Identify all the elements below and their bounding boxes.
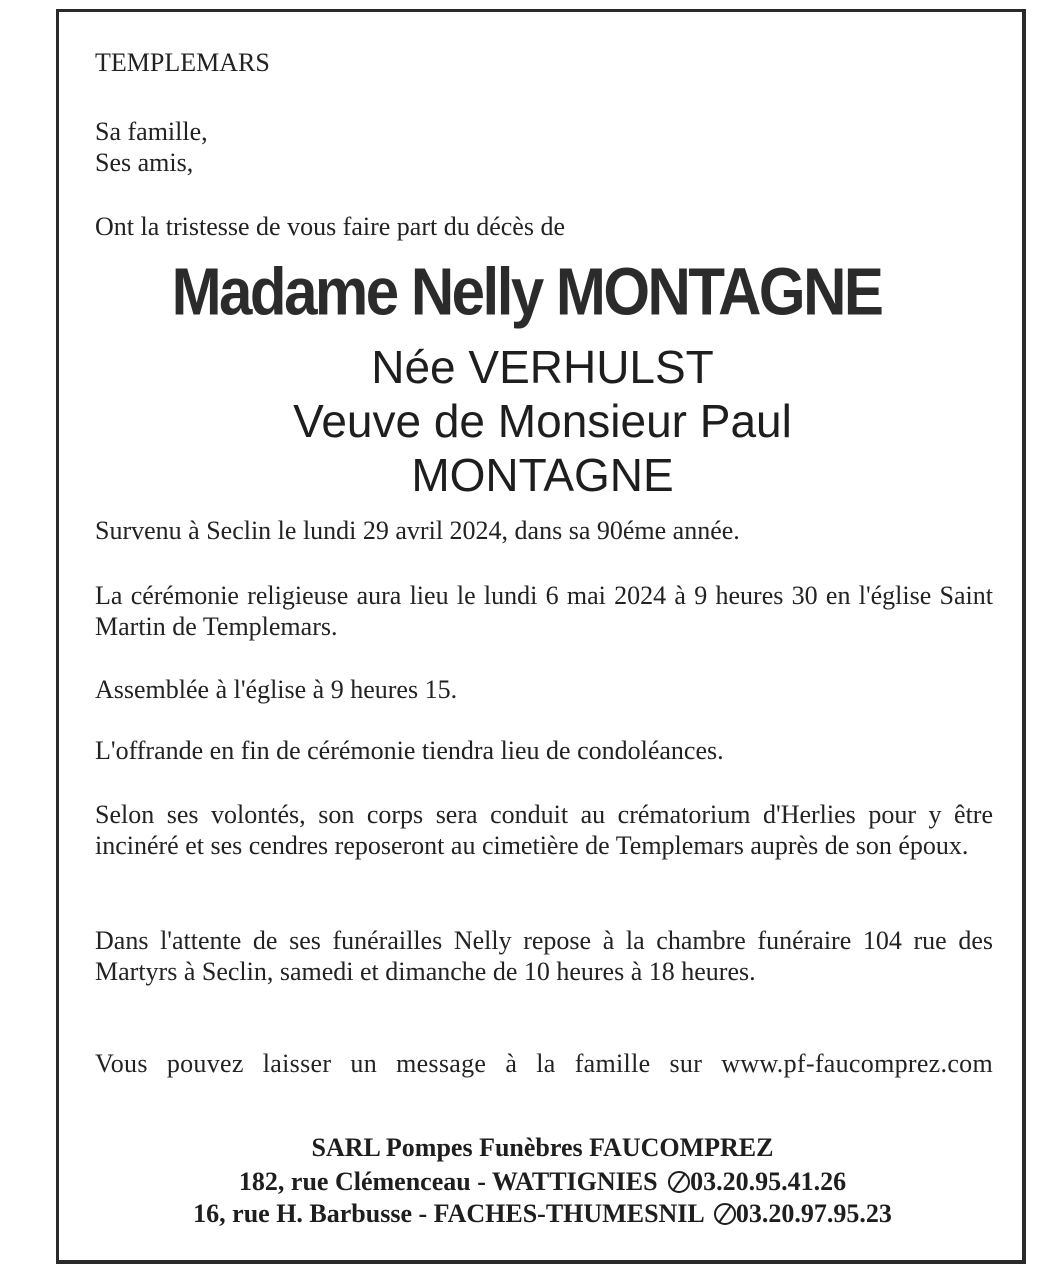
phone-icon (668, 1171, 690, 1193)
assembly-info: Assemblée à l'église à 9 heures 15. (95, 675, 458, 704)
funeral-home-name: SARL Pompes Funèbres FAUCOMPREZ (311, 1133, 774, 1162)
phone-icon (714, 1203, 736, 1225)
funeral-home-address-1 (0, 1166, 1053, 1197)
phone-2-text: 03.20.97.95.23 (735, 1199, 892, 1228)
maiden-name: Née VERHULST (371, 341, 714, 393)
widow-line-2: MONTAGNE (411, 449, 674, 501)
announcement: Ont la tristesse de vous faire part du décès de (95, 212, 566, 241)
address-2-text: 16, rue H. Barbusse - FACHES-THUMESNIL (193, 1199, 704, 1228)
widow-line-1: Veuve de Monsieur Paul (293, 395, 792, 447)
greeting-family: Sa famille, (95, 117, 208, 146)
greeting-friends: Ses amis, (95, 148, 194, 177)
message-info: Vous pouvez laisser un message à la famille sur www.pf-faucomprez.com (95, 1049, 993, 1078)
cremation-info: Selon ses volontés, son corps sera conduit au crématorium d'Herlies pour y être incinéré et ses cendres reposeront au cimetière de Templemars auprès de son époux. (95, 800, 993, 860)
address-1-text: 182, rue Clémenceau - WATTIGNIES (238, 1167, 658, 1196)
phone-1-text: 03.20.95.41.26 (690, 1167, 847, 1196)
town-heading: TEMPLEMARS (95, 48, 270, 77)
wake-info: Dans l'attente de ses funérailles Nelly repose à la chambre funéraire 104 rue des Martyrs à Seclin, samedi et dimanche de 10 heures à 18 heures. (95, 926, 993, 986)
death-info: Survenu à Seclin le lundi 29 avril 2024, dans sa 90éme année. (95, 516, 740, 545)
funeral-home-address-2 (0, 1198, 1053, 1229)
deceased-name: Madame Nelly MONTAGNE (171, 254, 882, 330)
ceremony-info: La cérémonie religieuse aura lieu le lundi 6 mai 2024 à 9 heures 30 en l'église Saint Martin de Templemars. (95, 581, 993, 641)
offering-info: L'offrande en fin de cérémonie tiendra lieu de condoléances. (95, 736, 724, 765)
